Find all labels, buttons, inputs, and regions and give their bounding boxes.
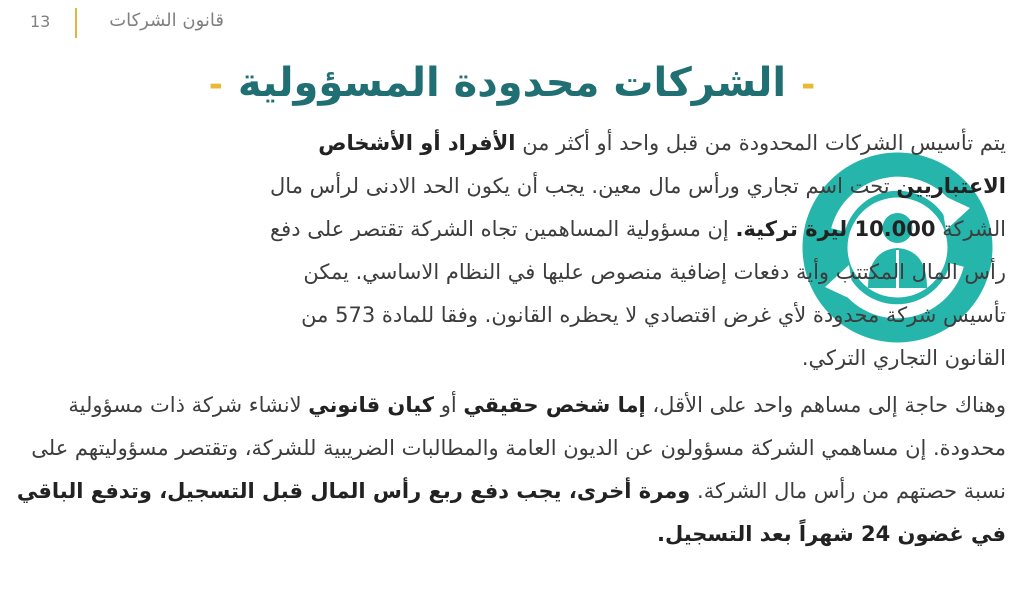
heading-dash-right: - (801, 65, 816, 105)
heading-dash-left: - (208, 65, 223, 105)
header-title: قانون الشركات (109, 10, 224, 31)
heading-title: الشركات محدودة المسؤولية (237, 60, 787, 106)
paragraph-2 (16, 384, 1006, 556)
section-heading (0, 60, 1024, 106)
para2-bold-payment: ومرة أخرى، يجب دفع ربع رأس المال قبل التسجيل، وتدفع الباقي في غضون 24 شهراً بعد التسجيل. (16, 479, 1006, 546)
body-text (16, 122, 1006, 556)
header-divider (75, 8, 77, 38)
para1-text-e: إن مسؤولية المساهمين تجاه الشركة تقتصر على دفع رأس المال المكتتب وأية دفعات إضافية منصوص عليها في النظام الاساسي. يمكن تأسيس شركة محدودة لأي غرض اقتصادي لا يحظره القانون. وفقا للمادة 573 من القانون التجاري التركي. (270, 217, 1006, 370)
para2-text-a: وهناك حاجة إلى مساهم واحد على الأقل، (652, 393, 1006, 417)
para2-text-e: لانشاء شركة ذات مسؤولية محدودة. إن مساهمي الشركة مسؤولون عن الديون العامة والمطالبات الضريبية للشركة، وتقتصر مسؤوليتهم على نسبة حصتهم من رأس مال الشركة. (31, 393, 1006, 503)
para2-text-or: أو (440, 393, 457, 417)
para2-bold-legal-entity: كيان قانوني (308, 393, 435, 417)
paragraph-1 (16, 122, 1006, 380)
para1-bold-capital: 10.000 ليرة تركية. (735, 217, 936, 241)
page-number: 13 (30, 12, 51, 31)
page-header (0, 0, 1024, 44)
para1-text-a: يتم تأسيس الشركات المحدودة من قبل واحد أو أكثر من (522, 131, 1006, 155)
para1-bold-parties: الأفراد أو الأشخاص الاعتباريين (318, 131, 1006, 198)
para2-bold-natural-person: إما شخص حقيقي (463, 393, 646, 417)
para1-text-c: تحت اسم تجاري ورأس مال معين. يجب أن يكون الحد الادنى لرأس مال الشركة (270, 174, 1006, 241)
